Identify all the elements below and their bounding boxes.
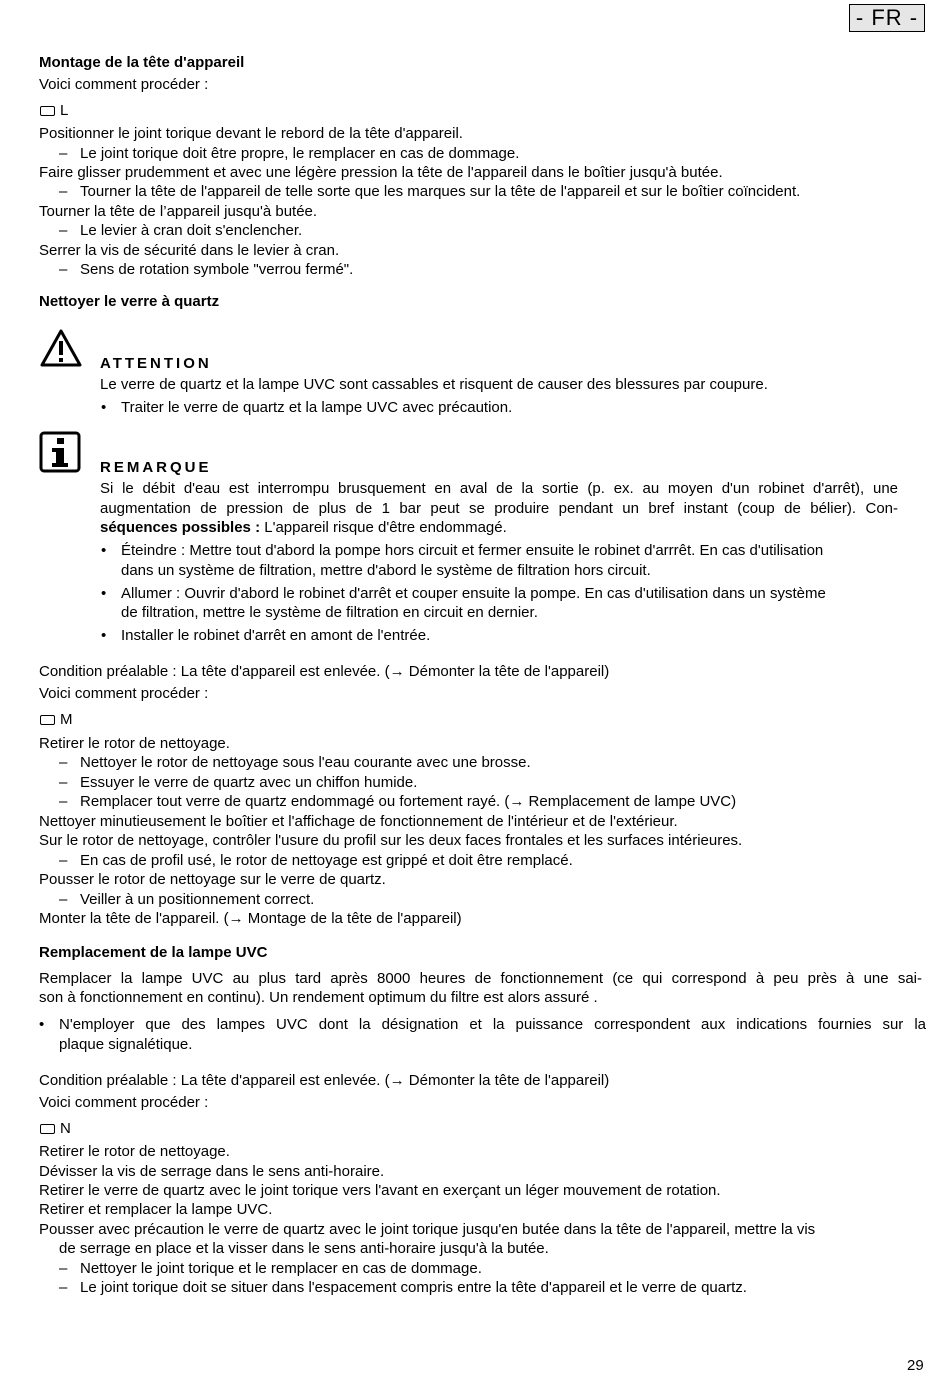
step-line: Sur le rotor de nettoyage, contrôler l'usure du profil sur les deux faces frontales et les surfaces intérieures. <box>39 832 743 849</box>
sub-step-line: – Remplacer tout verre de quartz endommagé ou fortement rayé. (→ Remplacement de lampe UVC) <box>80 793 736 811</box>
attention-bullet: • Traiter le verre de quartz et la lampe UVC avec précaution. <box>121 399 512 417</box>
figure-reference <box>40 711 73 729</box>
attention-text: Le verre de quartz et la lampe UVC sont cassables et risquent de causer des blessures par coupure. <box>100 376 768 393</box>
sub-step-line: – Sens de rotation symbole "verrou fermé". <box>80 261 353 279</box>
intro-text: Voici comment procéder : <box>39 685 209 702</box>
sub-step-line: – Nettoyer le joint torique et le remplacer en cas de dommage. <box>80 1260 482 1278</box>
step-line: Retirer le rotor de nettoyage. <box>39 735 230 752</box>
remarque-bullet: • Éteindre : Mettre tout d'abord la pompe hors circuit et fermer ensuite le robinet d'arrrêt. En cas d'utilisation <box>121 542 823 560</box>
sub-step-line: – Veiller à un positionnement correct. <box>80 891 314 909</box>
step-line: Positionner le joint torique devant le rebord de la tête d'appareil. <box>39 125 463 142</box>
step-line: Tourner la tête de l’appareil jusqu'à butée. <box>39 203 318 220</box>
sub-step-line: – Nettoyer le rotor de nettoyage sous l'eau courante avec une brosse. <box>80 754 531 772</box>
sub-step-line: – Essuyer le verre de quartz avec un chiffon humide. <box>80 774 417 792</box>
section-title-montage: Montage de la tête d'appareil <box>39 54 245 71</box>
section-title-remplacement: Remplacement de la lampe UVC <box>39 944 268 961</box>
attention-heading: ATTENTION <box>100 355 212 372</box>
remarque-paragraph <box>100 519 507 537</box>
step-line: Dévisser la vis de serrage dans le sens anti-horaire. <box>39 1163 385 1180</box>
figure-label: L <box>60 102 69 119</box>
step-line: Serrer la vis de sécurité dans le levier à cran. <box>39 242 340 259</box>
sub-step-line: – Le joint torique doit être propre, le remplacer en cas de dommage. <box>80 145 519 163</box>
remarque-bullet-continued: dans un système de filtration, mettre d'abord le système de filtration hors circuit. <box>121 562 651 579</box>
warning-triangle-icon <box>39 328 83 368</box>
step-line: Faire glisser prudemment et avec une légère pression la tête de l'appareil dans le boîtier jusqu'à butée. <box>39 164 723 181</box>
page-number: 29 <box>907 1357 924 1374</box>
step-line: Pousser avec précaution le verre de quartz avec le joint torique jusqu'en butée dans la tête de l'appareil, mettre la vis <box>39 1221 816 1238</box>
remarque-heading: REMARQUE <box>100 459 212 476</box>
condition-text: Condition préalable : La tête d'appareil est enlevée. (→ Démonter la tête de l'appareil) <box>39 663 610 680</box>
remarque-bullet: • Allumer : Ouvrir d'abord le robinet d'arrêt et couper ensuite la pompe. En cas d'utilisation dans un système <box>121 585 826 603</box>
figure-reference <box>40 1120 71 1138</box>
figure-reference <box>40 102 68 120</box>
intro-text: Voici comment procéder : <box>39 76 209 93</box>
remarque-bullet-continued: de filtration, mettre le système de filtration en circuit en dernier. <box>121 604 538 621</box>
condition-text: Condition préalable : La tête d'appareil est enlevée. (→ Démonter la tête de l'appareil) <box>39 1072 610 1089</box>
section-title-nettoyer: Nettoyer le verre à quartz <box>39 293 220 310</box>
info-icon <box>39 431 81 473</box>
figure-label: M <box>60 711 73 728</box>
remplacement-bullet: • N'employer que des lampes UVC dont la désignation et la puissance correspondent aux indications fournies sur la <box>59 1016 926 1034</box>
consequences-label: séquences possibles : <box>100 519 261 536</box>
sub-step-line: – En cas de profil usé, le rotor de nettoyage est grippé et doit être remplacé. <box>80 852 573 870</box>
sub-step-line: – Le levier à cran doit s'enclencher. <box>80 222 302 240</box>
remarque-paragraph: Si le débit d'eau est interrompu brusquement en aval de la sortie (p. ex. au moyen d'un robinet d'arrêt), une <box>100 480 898 497</box>
remarque-paragraph: augmentation de pression de plus de 1 bar peut se produire pendant un bref instant (coup de bélier). Con- <box>100 500 898 517</box>
step-line: Retirer le verre de quartz avec le joint torique vers l'avant en exerçant un léger mouvement de rotation. <box>39 1182 721 1199</box>
figure-box-icon <box>40 715 55 725</box>
step-line: Retirer et remplacer la lampe UVC. <box>39 1201 273 1218</box>
figure-label: N <box>60 1120 71 1137</box>
language-tag: - FR - <box>849 4 925 32</box>
remplacement-paragraph: Remplacer la lampe UVC au plus tard après 8000 heures de fonctionnement (ce qui correspond à peu près à une sai- <box>39 970 922 987</box>
figure-box-icon <box>40 1124 55 1134</box>
figure-box-icon <box>40 106 55 116</box>
step-line: Monter la tête de l'appareil. (→ Montage de la tête de l'appareil) <box>39 910 462 927</box>
sub-step-line: – Le joint torique doit se situer dans l'espacement compris entre la tête d'appareil et le verre de quartz. <box>80 1279 747 1297</box>
remarque-bullet: • Installer le robinet d'arrêt en amont de l'entrée. <box>121 627 430 645</box>
remplacement-paragraph: son à fonctionnement en continu). Un rendement optimum du filtre est alors assuré . <box>39 989 598 1006</box>
step-line-continued: de serrage en place et la visser dans le sens anti-horaire jusqu'à la butée. <box>59 1240 549 1257</box>
step-line: Nettoyer minutieusement le boîtier et l'affichage de fonctionnement de l'intérieur et de l'extérieur. <box>39 813 678 830</box>
step-line: Pousser le rotor de nettoyage sur le verre de quartz. <box>39 871 386 888</box>
intro-text: Voici comment procéder : <box>39 1094 209 1111</box>
sub-step-line: – Tourner la tête de l'appareil de telle sorte que les marques sur la tête de l'appareil et sur le boîtier coïncident. <box>80 183 800 201</box>
step-line: Retirer le rotor de nettoyage. <box>39 1143 230 1160</box>
consequences-text: L'appareil risque d'être endommagé. <box>260 519 507 536</box>
remplacement-bullet-continued: plaque signalétique. <box>59 1036 193 1053</box>
